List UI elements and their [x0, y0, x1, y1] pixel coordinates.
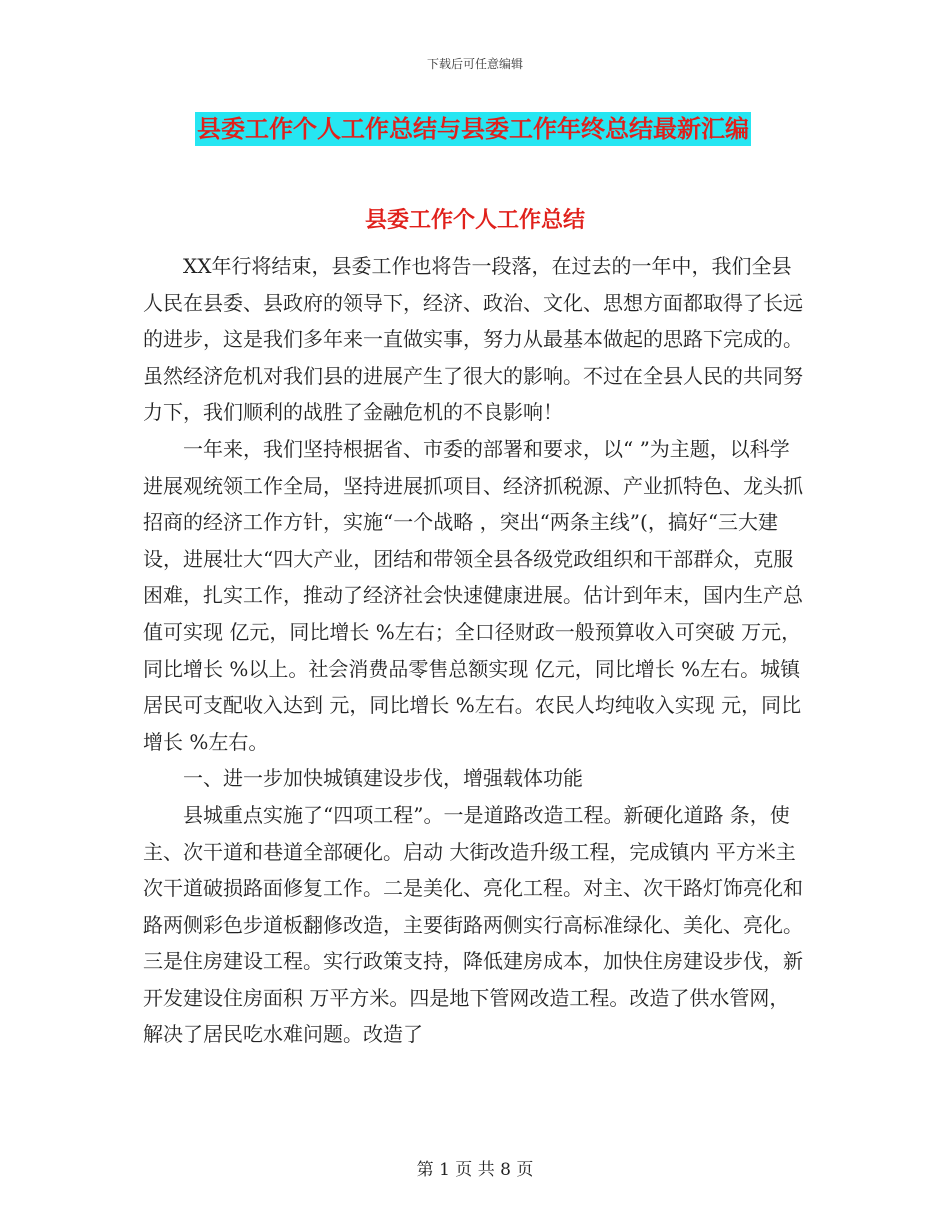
document-main-title: 县委工作个人工作总结与县委工作年终总结最新汇编 [195, 112, 751, 146]
paragraph: 一年来，我们坚持根据省、市委的部署和要求，以“ ”为主题，以科学进展观统领工作全局，坚持进展抓项目、经济抓税源、产业抓特色、龙头抓招商的经济工作方针，实施“一个战略 ，突出“两条主线”(，搞好“三大建设，进展壮大“四大产业，团结和带领全县各级党政组织和干部群众，克服困难，扎实工作，推动了经济社会快速健康进展。估计到年末，国内生产总值可实现 亿元，同比增长 %左右；全口径财政一般预算收入可突破 万元，同比增长 %以上。社会消费品零售总额实现 亿元，同比增长 %左右。城镇居民可支配收入达到 元，同比增长 %左右。农民人均纯收入实现 元，同比增长 %左右。 [143, 436, 803, 754]
page-footer [0, 1155, 950, 1180]
page-number: 1 [439, 1160, 450, 1180]
footer-suffix: 页 [516, 1160, 534, 1180]
document-body [143, 248, 808, 1053]
paragraph: 县城重点实施了“四项工程”。一是道路改造工程。新硬化道路 条，使主、次干道和巷道全部硬化。启动 大街改造升级工程，完成镇内 平方米主次干道破损路面修复工作。二是美化、亮化工程。对主、次干路灯饰亮化和路两侧彩色步道板翻修改造，主要街路两侧实行高标准绿化、美化、亮化。三是住房建设工程。实行政策支持，降低建房成本，加快住房建设步伐，新开发建设住房面积 万平方米。四是地下管网改造工程。改造了供水管网，解决了居民吃水难问题。改造了 [143, 802, 803, 1047]
total-pages: 8 [500, 1160, 511, 1180]
header-note: 下载后可任意编辑 [426, 57, 523, 71]
section-title: 县委工作个人工作总结 [364, 207, 585, 233]
footer-prefix: 第 [416, 1160, 434, 1180]
section-heading: 一、进一步加快城镇建设步伐，增强载体功能 [183, 766, 583, 791]
footer-middle: 页 共 [455, 1160, 495, 1180]
paragraph: XX年行将结束，县委工作也将告一段落，在过去的一年中，我们全县人民在县委、县政府的领导下，经济、政治、文化、思想方面都取得了长远的进步，这是我们多年来一直做实事，努力从最基本做起的思路下完成的。虽然经济危机对我们县的进展产生了很大的影响。不过在全县人民的共同努力下，我们顺利的战胜了金融危机的不良影响！ [143, 254, 803, 425]
